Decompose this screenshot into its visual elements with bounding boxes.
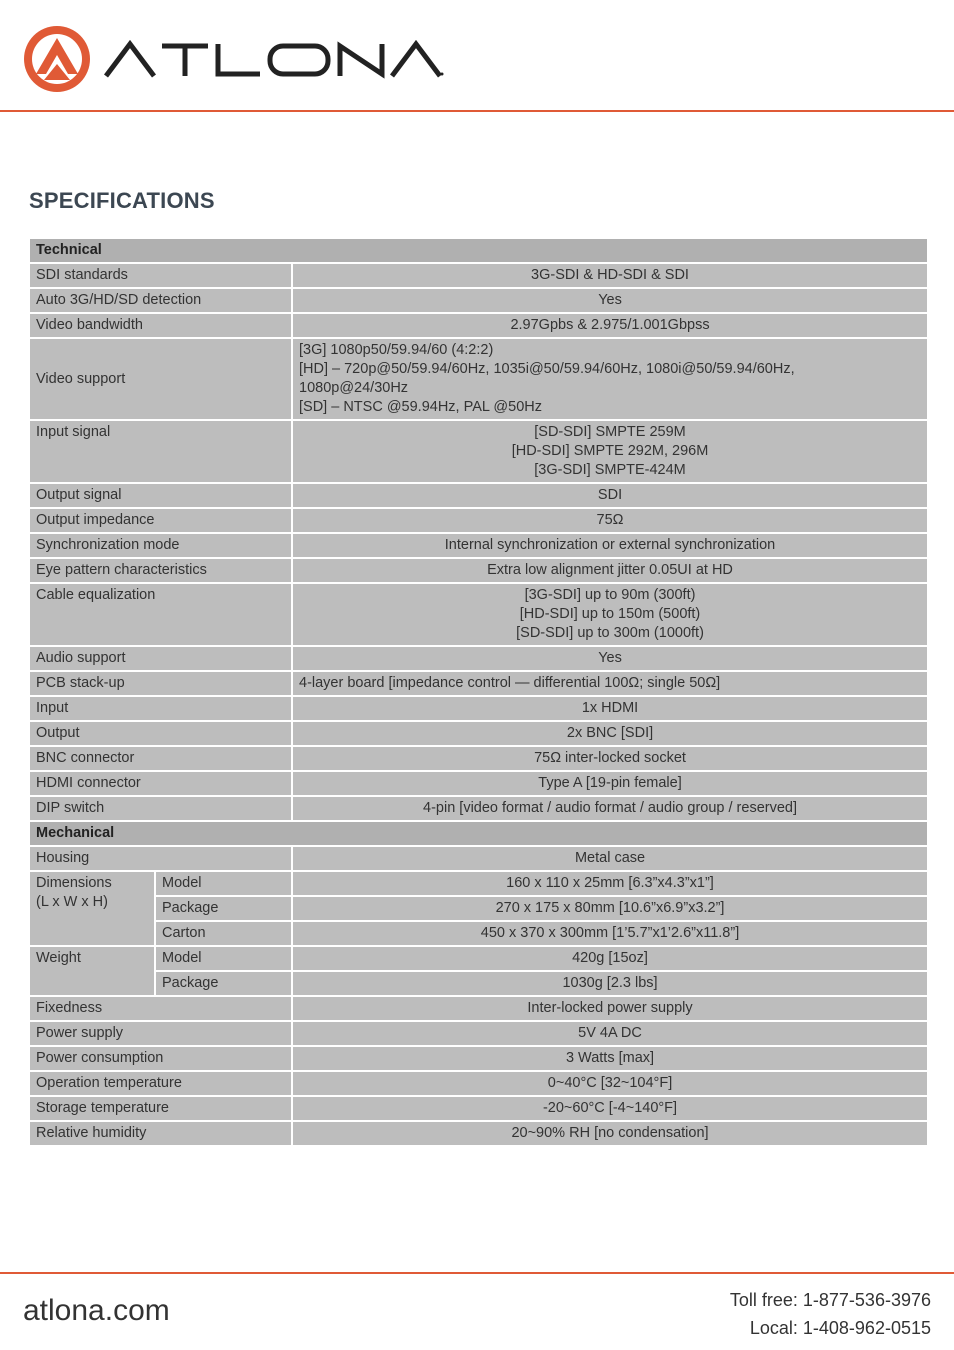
row-value: 5V 4A DC	[292, 1021, 928, 1046]
row-label: Power supply	[29, 1021, 292, 1046]
row-value: 4-pin [video format / audio format / audio group / reserved]	[292, 796, 928, 821]
table-row	[29, 796, 928, 821]
table-row	[29, 263, 928, 288]
section-label: Technical	[29, 238, 928, 263]
table-row	[29, 533, 928, 558]
table-row	[29, 1121, 928, 1146]
value-line: [HD-SDI] up to 150m (500ft)	[519, 606, 701, 622]
value-line: [SD] – NTSC @59.94Hz, PAL @50Hz	[299, 399, 542, 415]
table-row	[29, 871, 928, 896]
page-title: SPECIFICATIONS	[29, 188, 215, 213]
table-row	[29, 996, 928, 1021]
row-value: 420g [15oz]	[292, 946, 928, 971]
table-row	[29, 338, 928, 420]
row-value: Yes	[292, 646, 928, 671]
row-label: Weight	[29, 946, 155, 996]
section-header-mechanical	[29, 821, 928, 846]
row-label: SDI standards	[29, 263, 292, 288]
row-label: Output	[29, 721, 292, 746]
row-value: -20~60°C [-4~140°F]	[292, 1096, 928, 1121]
row-value: 75Ω	[292, 508, 928, 533]
row-label: Output signal	[29, 483, 292, 508]
row-value: Internal synchronization or external synchronization	[292, 533, 928, 558]
row-value: Inter-locked power supply	[292, 996, 928, 1021]
value-line: [HD-SDI] SMPTE 292M, 296M	[511, 443, 709, 459]
row-value: 20~90% RH [no condensation]	[292, 1121, 928, 1146]
dimensions-sublabel: (L x W x H)	[36, 894, 108, 910]
row-label: DIP switch	[29, 796, 292, 821]
row-sublabel: Package	[155, 896, 292, 921]
row-label: BNC connector	[29, 746, 292, 771]
page-header	[0, 0, 954, 112]
row-label: Video bandwidth	[29, 313, 292, 338]
row-value: 270 x 175 x 80mm [10.6”x6.9”x3.2”]	[292, 896, 928, 921]
row-value: Extra low alignment jitter 0.05UI at HD	[292, 558, 928, 583]
value-line: [SD-SDI] SMPTE 259M	[534, 424, 686, 440]
row-value: 2.97Gpbs & 2.975/1.001Gbpss	[292, 313, 928, 338]
table-row	[29, 288, 928, 313]
section-label: Mechanical	[29, 821, 928, 846]
row-value: 1x HDMI	[292, 696, 928, 721]
table-row	[29, 1046, 928, 1071]
row-value	[292, 338, 928, 420]
table-row	[29, 771, 928, 796]
row-label: Power consumption	[29, 1046, 292, 1071]
row-label: HDMI connector	[29, 771, 292, 796]
table-row	[29, 946, 928, 971]
table-row	[29, 721, 928, 746]
table-row	[29, 971, 928, 996]
table-row	[29, 313, 928, 338]
row-value: Metal case	[292, 846, 928, 871]
row-label: Input signal	[29, 420, 292, 483]
row-label: Output impedance	[29, 508, 292, 533]
row-label: Cable equalization	[29, 583, 292, 646]
value-line: [3G-SDI] up to 90m (300ft)	[524, 587, 696, 603]
atlona-logo-icon	[22, 24, 92, 94]
row-label: Audio support	[29, 646, 292, 671]
footer-rule	[0, 1272, 954, 1274]
row-value: 3G-SDI & HD-SDI & SDI	[292, 263, 928, 288]
row-label: PCB stack-up	[29, 671, 292, 696]
table-row	[29, 1021, 928, 1046]
row-label: Relative humidity	[29, 1121, 292, 1146]
row-sublabel: Model	[155, 871, 292, 896]
row-value: 4-layer board [impedance control — differential 100Ω; single 50Ω]	[292, 671, 928, 696]
table-row	[29, 746, 928, 771]
row-value: 75Ω inter-locked socket	[292, 746, 928, 771]
row-label: Operation temperature	[29, 1071, 292, 1096]
row-value: 160 x 110 x 25mm [6.3”x4.3”x1”]	[292, 871, 928, 896]
table-row	[29, 1071, 928, 1096]
row-value: Type A [19-pin female]	[292, 771, 928, 796]
row-value: 450 x 370 x 300mm [1’5.7”x1’2.6”x11.8”]	[292, 921, 928, 946]
atlona-wordmark	[104, 40, 444, 80]
value-line: 1080p@24/30Hz	[299, 380, 409, 396]
dimensions-label: Dimensions	[36, 875, 112, 891]
row-label: Synchronization mode	[29, 533, 292, 558]
specifications-table	[28, 237, 929, 1147]
row-value: Yes	[292, 288, 928, 313]
table-row	[29, 558, 928, 583]
value-line: [SD-SDI] up to 300m (1000ft)	[516, 625, 704, 641]
local-phone: Local: 1-408-962-0515	[749, 1318, 931, 1338]
row-value	[292, 420, 928, 483]
row-value: SDI	[292, 483, 928, 508]
table-row	[29, 896, 928, 921]
value-line: [3G-SDI] SMPTE-424M	[534, 462, 686, 478]
website-link[interactable]: atlona.com	[23, 1294, 170, 1327]
row-value: 1030g [2.3 lbs]	[292, 971, 928, 996]
table-row	[29, 671, 928, 696]
table-row	[29, 921, 928, 946]
row-label: Video support	[29, 338, 292, 420]
row-label: Input	[29, 696, 292, 721]
header-rule	[0, 110, 954, 112]
row-label: Auto 3G/HD/SD detection	[29, 288, 292, 313]
row-label: Housing	[29, 846, 292, 871]
row-sublabel: Model	[155, 946, 292, 971]
table-row	[29, 1096, 928, 1121]
toll-free-phone: Toll free: 1-877-536-3976	[729, 1290, 931, 1310]
row-label: Storage temperature	[29, 1096, 292, 1121]
table-row	[29, 483, 928, 508]
row-label: Fixedness	[29, 996, 292, 1021]
row-sublabel: Package	[155, 971, 292, 996]
table-row	[29, 583, 928, 646]
row-label: Eye pattern characteristics	[29, 558, 292, 583]
value-line: [3G] 1080p50/59.94/60 (4:2:2)	[299, 342, 494, 358]
table-row	[29, 646, 928, 671]
table-row	[29, 508, 928, 533]
row-value: 3 Watts [max]	[292, 1046, 928, 1071]
row-value: 2x BNC [SDI]	[292, 721, 928, 746]
value-line: [HD] – 720p@50/59.94/60Hz, 1035i@50/59.94/60Hz, 1080i@50/59.94/60Hz,	[299, 361, 795, 377]
contact-info	[730, 1286, 931, 1342]
row-sublabel: Carton	[155, 921, 292, 946]
table-row	[29, 846, 928, 871]
section-header-technical	[29, 238, 928, 263]
row-label	[29, 871, 155, 946]
row-value: 0~40°C [32~104°F]	[292, 1071, 928, 1096]
table-row	[29, 420, 928, 483]
row-value	[292, 583, 928, 646]
table-row	[29, 696, 928, 721]
